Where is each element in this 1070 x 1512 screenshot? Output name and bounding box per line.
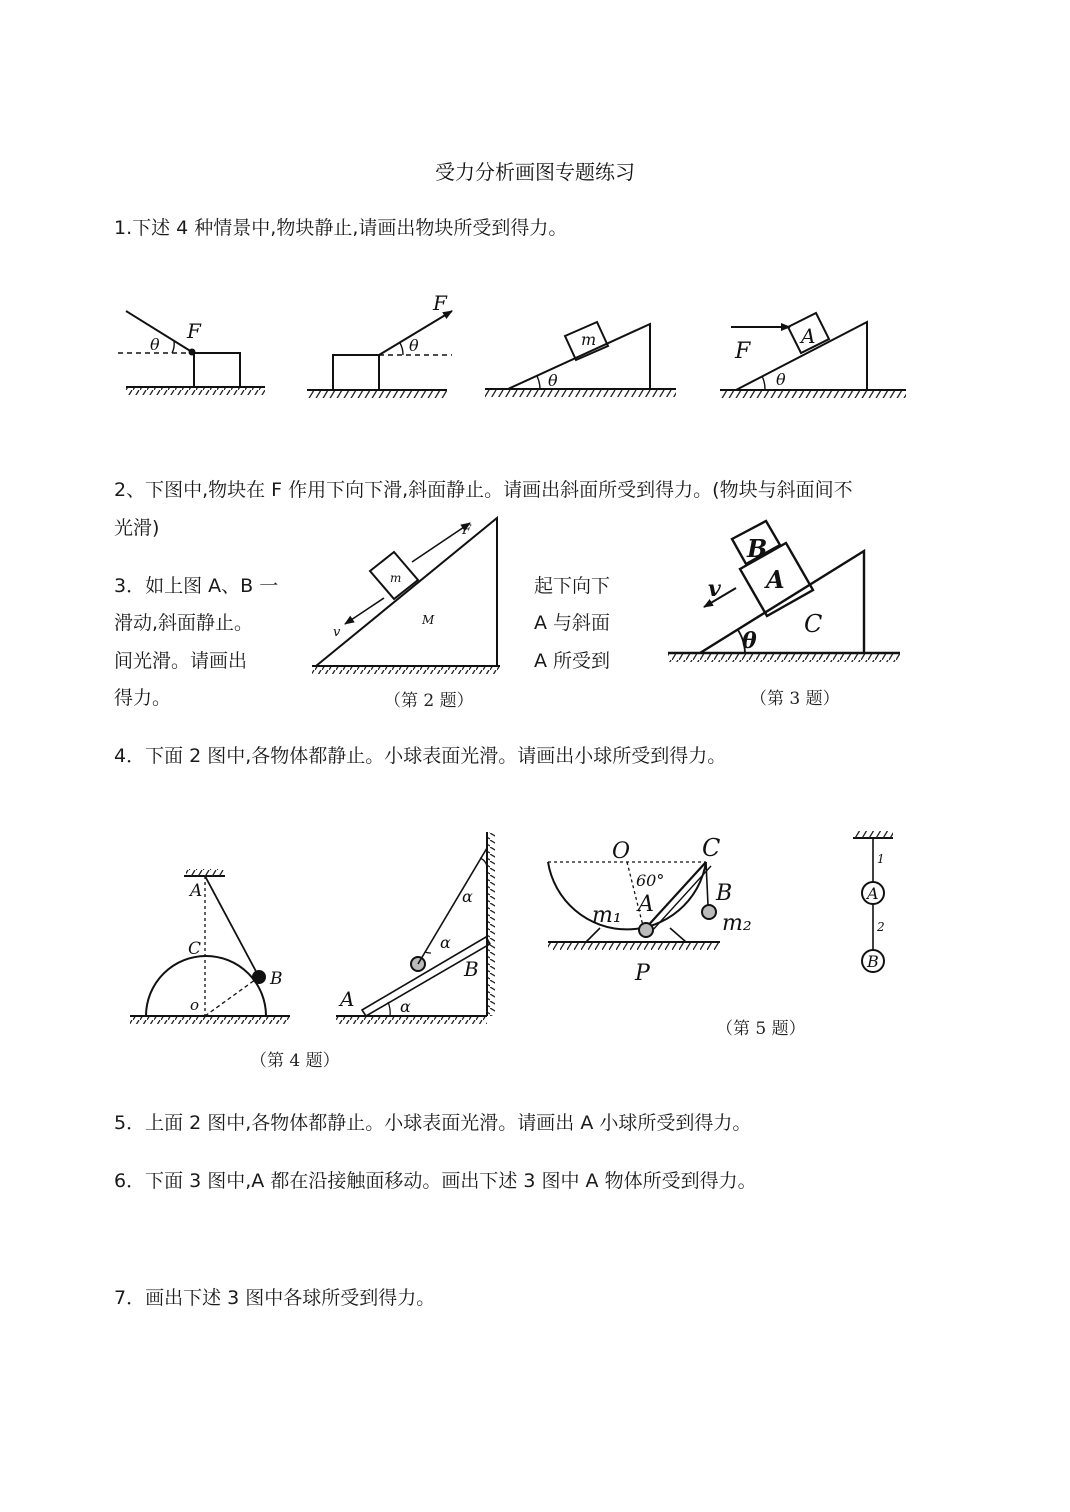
- question-7: 7．画出下述 3 图中各球所受到得力。: [114, 1287, 436, 1309]
- label-A-fig3: A: [766, 565, 785, 594]
- page-title: 受力分析画图专题练习: [435, 160, 635, 184]
- label-B-fig4r: B: [464, 957, 479, 981]
- label-theta-1c: θ: [548, 371, 558, 390]
- caption-fig-3: （第 3 题）: [750, 689, 840, 709]
- question-3-left-1: 3．如上图 A、B 一: [114, 575, 279, 597]
- label-m2-fig5: m₂: [722, 911, 752, 936]
- label-B-fig5r: B: [867, 952, 879, 971]
- label-F-1d: F: [735, 339, 751, 364]
- label-A-fig4l: A: [190, 881, 203, 901]
- caption-fig-4: （第 4 题）: [250, 1051, 340, 1071]
- label-alpha-fig4r-3: α: [462, 887, 473, 906]
- label-B-fig5: B: [716, 881, 733, 906]
- label-theta-1b: θ: [409, 336, 419, 355]
- question-3-mid-1: 起下向下: [534, 575, 611, 597]
- question-2-line-2: 光滑): [114, 517, 160, 539]
- label-C-fig3: C: [804, 610, 823, 638]
- label-v-fig2: v: [333, 625, 341, 640]
- label-o-fig4l: o: [190, 996, 200, 1014]
- label-60-fig5: 60°: [636, 871, 665, 890]
- label-F-fig2: F: [462, 523, 472, 538]
- caption-fig-5: （第 5 题）: [716, 1019, 806, 1039]
- label-alpha-fig4r-1: α: [400, 997, 411, 1016]
- question-3-left-3: 间光滑。请画出: [114, 650, 248, 672]
- label-v-fig3: v: [708, 576, 721, 602]
- question-3-mid-3: A 所受到: [534, 650, 611, 672]
- label-A-fig4r: A: [340, 987, 355, 1011]
- question-2-line-1: 2、下图中,物块在 F 作用下向下滑,斜面静止。请画出斜面所受到得力。(物块与斜面间不: [114, 479, 853, 501]
- label-1-fig5r: 1: [877, 852, 885, 866]
- label-m-1c: m: [581, 330, 597, 349]
- label-m-fig2: m: [390, 571, 402, 585]
- question-3-mid-2: A 与斜面: [534, 612, 611, 634]
- label-O-fig5: O: [612, 839, 631, 864]
- label-theta-1a: θ: [150, 335, 160, 354]
- label-m1-fig5: m₁: [592, 903, 622, 928]
- label-F-1b: F: [433, 291, 447, 315]
- question-3-left-2: 滑动,斜面静止。: [114, 612, 254, 634]
- label-2-fig5r: 2: [877, 920, 885, 934]
- label-alpha-fig4r-2: α: [440, 933, 451, 952]
- question-5: 5．上面 2 图中,各物体都静止。小球表面光滑。请画出 A 小球所受到得力。: [114, 1112, 752, 1134]
- label-A-1d: A: [801, 324, 816, 348]
- figure-2: [312, 518, 500, 674]
- figure-5-left: [548, 862, 720, 950]
- caption-fig-2: （第 2 题）: [384, 691, 474, 711]
- label-theta-fig3: θ: [742, 628, 757, 654]
- label-F-1a: F: [187, 319, 201, 343]
- question-4: 4．下面 2 图中,各物体都静止。小球表面光滑。请画出小球所受到得力。: [114, 745, 727, 767]
- label-C-fig5: C: [702, 834, 721, 862]
- label-B-fig3: B: [747, 534, 768, 563]
- label-B-fig4l: B: [270, 969, 283, 989]
- label-A-fig5r: A: [867, 884, 879, 903]
- q1-figure-b: [307, 311, 452, 398]
- label-P-fig5: P: [635, 961, 650, 986]
- figure-4-left: [130, 869, 290, 1024]
- label-theta-1d: θ: [776, 370, 786, 389]
- question-6: 6．下面 3 图中,A 都在沿接触面移动。画出下述 3 图中 A 物体所受到得力。: [114, 1170, 757, 1192]
- question-3-left-4: 得力。: [114, 687, 172, 709]
- label-A-fig5: A: [638, 892, 654, 917]
- figure-4-right: [336, 832, 495, 1024]
- label-M-fig2: M: [422, 613, 435, 627]
- question-1: 1.下述 4 种情景中,物块静止,请画出物块所受到得力。: [114, 217, 568, 239]
- label-C-fig4l: C: [188, 939, 202, 959]
